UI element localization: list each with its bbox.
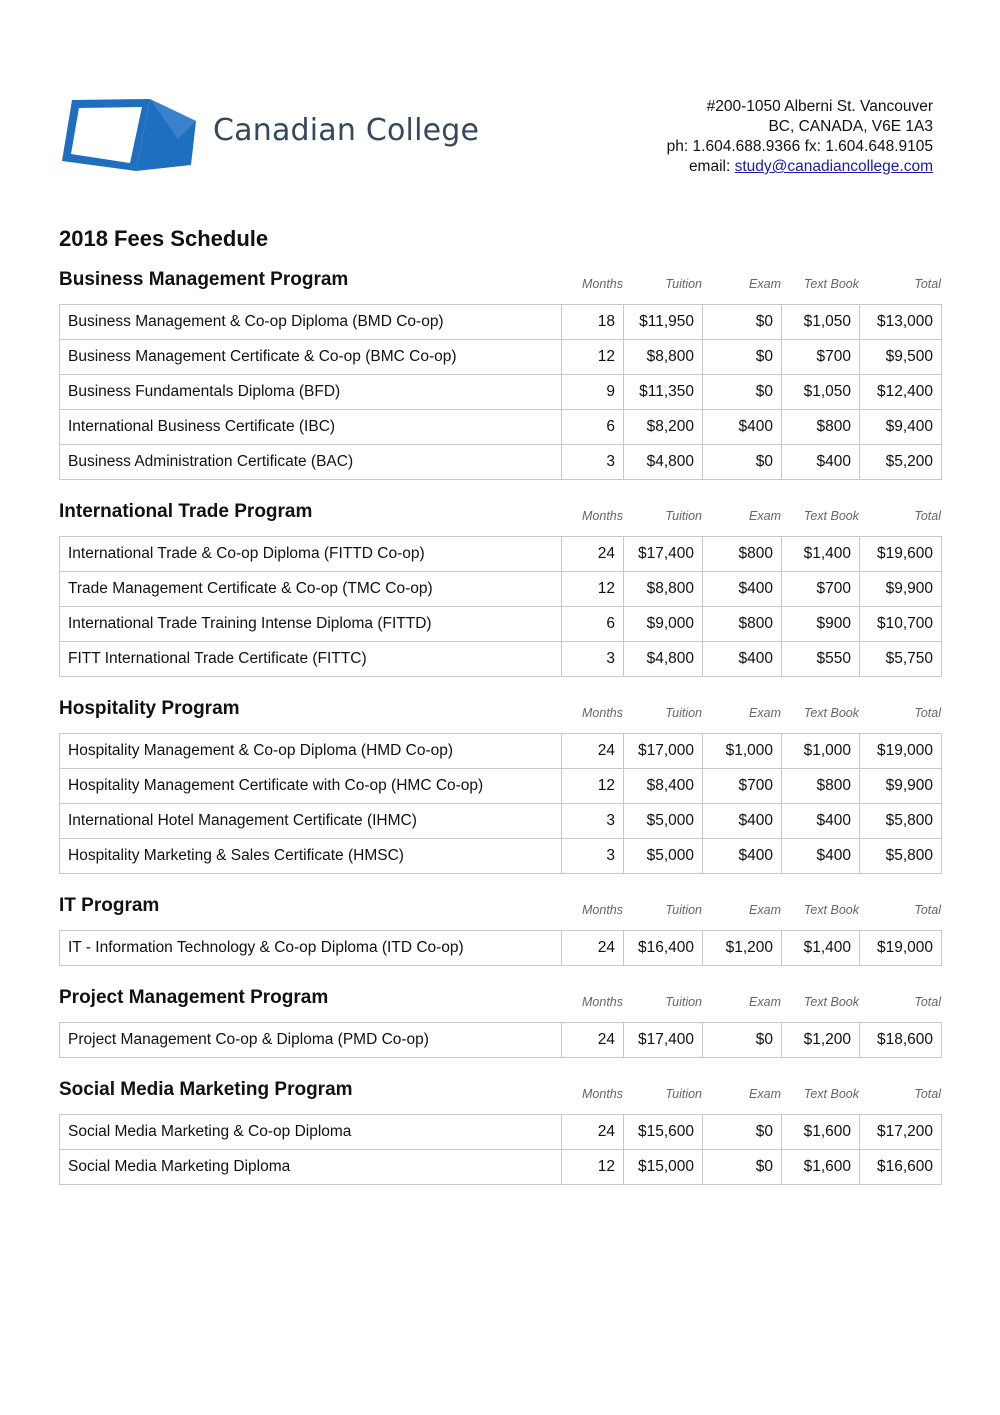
column-label-tuition: Tuition — [665, 1087, 702, 1101]
months-cell: 3 — [562, 839, 624, 874]
section-header — [59, 892, 941, 930]
text-book-cell: $1,400 — [782, 931, 860, 966]
total-cell: $9,900 — [860, 769, 942, 804]
tuition-cell: $15,000 — [624, 1150, 703, 1185]
program-section — [59, 892, 941, 984]
program-name-cell: Business Management & Co-op Diploma (BMD Co-op) — [60, 305, 562, 340]
program-name-cell: Business Administration Certificate (BAC) — [60, 445, 562, 480]
exam-cell: $0 — [703, 340, 782, 375]
section-title: Social Media Marketing Program — [59, 1079, 353, 1100]
total-cell: $9,900 — [860, 572, 942, 607]
tuition-cell: $8,400 — [624, 769, 703, 804]
exam-cell: $0 — [703, 1023, 782, 1058]
column-label-exam: Exam — [749, 277, 781, 291]
fees-table — [59, 536, 942, 677]
program-section — [59, 1076, 941, 1185]
section-title: International Trade Program — [59, 501, 313, 522]
months-cell: 24 — [562, 1023, 624, 1058]
text-book-cell: $1,600 — [782, 1150, 860, 1185]
section-header — [59, 1076, 941, 1114]
tuition-cell: $5,000 — [624, 839, 703, 874]
program-name-cell: Trade Management Certificate & Co-op (TMC Co-op) — [60, 572, 562, 607]
tuition-cell: $11,350 — [624, 375, 703, 410]
program-name-cell: International Hotel Management Certificate (IHMC) — [60, 804, 562, 839]
months-cell: 6 — [562, 410, 624, 445]
months-cell: 12 — [562, 769, 624, 804]
tuition-cell: $17,400 — [624, 537, 703, 572]
text-book-cell: $1,400 — [782, 537, 860, 572]
months-cell: 3 — [562, 804, 624, 839]
program-name-cell: Social Media Marketing Diploma — [60, 1150, 562, 1185]
months-cell: 3 — [562, 445, 624, 480]
months-cell: 12 — [562, 572, 624, 607]
table-row — [60, 1150, 942, 1185]
total-cell: $5,800 — [860, 804, 942, 839]
program-name-cell: Business Fundamentals Diploma (BFD) — [60, 375, 562, 410]
table-row — [60, 1023, 942, 1058]
column-label-total: Total — [914, 509, 941, 523]
months-cell: 6 — [562, 607, 624, 642]
section-header — [59, 266, 941, 304]
tuition-cell: $8,800 — [624, 340, 703, 375]
total-cell: $5,750 — [860, 642, 942, 677]
program-section — [59, 984, 941, 1076]
table-row — [60, 734, 942, 769]
text-book-cell: $400 — [782, 804, 860, 839]
exam-cell: $800 — [703, 537, 782, 572]
fees-table — [59, 1022, 942, 1058]
total-cell: $17,200 — [860, 1115, 942, 1150]
column-label-tuition: Tuition — [665, 509, 702, 523]
tuition-cell: $5,000 — [624, 804, 703, 839]
column-label-total: Total — [914, 903, 941, 917]
exam-cell: $0 — [703, 1150, 782, 1185]
text-book-cell: $1,200 — [782, 1023, 860, 1058]
address-line-1: #200-1050 Alberni St. Vancouver — [706, 98, 933, 115]
email-label: email: — [688, 158, 735, 175]
address-line-2: BC, CANADA, V6E 1A3 — [768, 118, 933, 135]
column-label-total: Total — [914, 1087, 941, 1101]
fees-table — [59, 1114, 942, 1185]
contact-address-block — [667, 97, 933, 177]
total-cell: $5,800 — [860, 839, 942, 874]
text-book-cell: $700 — [782, 340, 860, 375]
column-label-months: Months — [582, 509, 623, 523]
table-row — [60, 1115, 942, 1150]
exam-cell: $400 — [703, 839, 782, 874]
college-logo — [58, 95, 478, 177]
section-title: Business Management Program — [59, 269, 349, 290]
table-row — [60, 804, 942, 839]
section-header — [59, 498, 941, 536]
text-book-cell: $900 — [782, 607, 860, 642]
column-label-exam: Exam — [749, 706, 781, 720]
text-book-cell: $800 — [782, 769, 860, 804]
column-label-months: Months — [582, 995, 623, 1009]
column-label-months: Months — [582, 277, 623, 291]
total-cell: $9,400 — [860, 410, 942, 445]
column-label-total: Total — [914, 706, 941, 720]
exam-cell: $0 — [703, 445, 782, 480]
column-label-total: Total — [914, 995, 941, 1009]
tuition-cell: $11,950 — [624, 305, 703, 340]
program-name-cell: Hospitality Management Certificate with Co-op (HMC Co-op) — [60, 769, 562, 804]
program-section — [59, 266, 941, 498]
email-link[interactable]: study@canadiancollege.com — [734, 158, 933, 175]
table-row — [60, 410, 942, 445]
column-label-text-book: Text Book — [803, 903, 859, 917]
months-cell: 24 — [562, 1115, 624, 1150]
months-cell: 3 — [562, 642, 624, 677]
column-label-months: Months — [582, 903, 623, 917]
program-name-cell: International Trade & Co-op Diploma (FITTD Co-op) — [60, 537, 562, 572]
column-label-text-book: Text Book — [803, 706, 859, 720]
text-book-cell: $1,600 — [782, 1115, 860, 1150]
logo-wordmark: Canadian College — [213, 113, 480, 148]
column-label-exam: Exam — [749, 995, 781, 1009]
text-book-cell: $700 — [782, 572, 860, 607]
exam-cell: $400 — [703, 572, 782, 607]
total-cell: $19,000 — [860, 734, 942, 769]
months-cell: 9 — [562, 375, 624, 410]
table-row — [60, 769, 942, 804]
months-cell: 12 — [562, 340, 624, 375]
page-title: 2018 Fees Schedule — [59, 226, 269, 251]
program-name-cell: International Business Certificate (IBC) — [60, 410, 562, 445]
section-title: Project Management Program — [59, 987, 329, 1008]
table-row — [60, 572, 942, 607]
months-cell: 24 — [562, 931, 624, 966]
fees-table — [59, 733, 942, 874]
program-name-cell: Hospitality Management & Co-op Diploma (HMD Co-op) — [60, 734, 562, 769]
tuition-cell: $4,800 — [624, 642, 703, 677]
total-cell: $5,200 — [860, 445, 942, 480]
tuition-cell: $16,400 — [624, 931, 703, 966]
program-name-cell: Business Management Certificate & Co-op (BMC Co-op) — [60, 340, 562, 375]
text-book-cell: $1,050 — [782, 375, 860, 410]
column-label-text-book: Text Book — [803, 995, 859, 1009]
table-row — [60, 445, 942, 480]
column-label-exam: Exam — [749, 1087, 781, 1101]
column-label-tuition: Tuition — [665, 277, 702, 291]
column-label-text-book: Text Book — [803, 509, 859, 523]
program-name-cell: FITT International Trade Certificate (FITTC) — [60, 642, 562, 677]
total-cell: $18,600 — [860, 1023, 942, 1058]
table-row — [60, 931, 942, 966]
table-row — [60, 537, 942, 572]
total-cell: $12,400 — [860, 375, 942, 410]
total-cell: $9,500 — [860, 340, 942, 375]
exam-cell: $0 — [703, 375, 782, 410]
phone-fax-line: ph: 1.604.688.9366 fx: 1.604.648.9105 — [666, 138, 933, 155]
program-name-cell: IT - Information Technology & Co-op Diploma (ITD Co-op) — [60, 931, 562, 966]
tuition-cell: $8,200 — [624, 410, 703, 445]
column-label-tuition: Tuition — [665, 903, 702, 917]
text-book-cell: $400 — [782, 839, 860, 874]
fees-table — [59, 930, 942, 966]
tuition-cell: $9,000 — [624, 607, 703, 642]
exam-cell: $400 — [703, 642, 782, 677]
tuition-cell: $8,800 — [624, 572, 703, 607]
exam-cell: $0 — [703, 305, 782, 340]
total-cell: $13,000 — [860, 305, 942, 340]
fees-table — [59, 304, 942, 480]
tuition-cell: $15,600 — [624, 1115, 703, 1150]
section-title: IT Program — [59, 895, 160, 916]
email-line — [667, 157, 933, 177]
table-row — [60, 305, 942, 340]
text-book-cell: $1,000 — [782, 734, 860, 769]
column-label-tuition: Tuition — [665, 995, 702, 1009]
exam-cell: $700 — [703, 769, 782, 804]
program-name-cell: Social Media Marketing & Co-op Diploma — [60, 1115, 562, 1150]
column-label-months: Months — [582, 706, 623, 720]
months-cell: 18 — [562, 305, 624, 340]
column-label-exam: Exam — [749, 509, 781, 523]
total-cell: $16,600 — [860, 1150, 942, 1185]
months-cell: 24 — [562, 734, 624, 769]
text-book-cell: $800 — [782, 410, 860, 445]
text-book-cell: $400 — [782, 445, 860, 480]
section-title: Hospitality Program — [59, 698, 240, 719]
section-header — [59, 695, 941, 733]
column-label-exam: Exam — [749, 903, 781, 917]
column-label-tuition: Tuition — [665, 706, 702, 720]
table-row — [60, 839, 942, 874]
exam-cell: $1,000 — [703, 734, 782, 769]
table-row — [60, 642, 942, 677]
column-label-text-book: Text Book — [803, 1087, 859, 1101]
exam-cell: $800 — [703, 607, 782, 642]
column-label-months: Months — [582, 1087, 623, 1101]
table-row — [60, 340, 942, 375]
open-book-logo-icon — [58, 95, 208, 177]
total-cell: $19,000 — [860, 931, 942, 966]
program-name-cell: Hospitality Marketing & Sales Certificate (HMSC) — [60, 839, 562, 874]
section-header — [59, 984, 941, 1022]
tuition-cell: $17,400 — [624, 1023, 703, 1058]
exam-cell: $0 — [703, 1115, 782, 1150]
program-name-cell: Project Management Co-op & Diploma (PMD Co-op) — [60, 1023, 562, 1058]
total-cell: $10,700 — [860, 607, 942, 642]
months-cell: 24 — [562, 537, 624, 572]
table-row — [60, 607, 942, 642]
exam-cell: $400 — [703, 804, 782, 839]
tuition-cell: $4,800 — [624, 445, 703, 480]
exam-cell: $400 — [703, 410, 782, 445]
months-cell: 12 — [562, 1150, 624, 1185]
program-section — [59, 498, 941, 695]
fee-sections — [59, 266, 941, 1185]
exam-cell: $1,200 — [703, 931, 782, 966]
program-section — [59, 695, 941, 892]
text-book-cell: $550 — [782, 642, 860, 677]
tuition-cell: $17,000 — [624, 734, 703, 769]
program-name-cell: International Trade Training Intense Diploma (FITTD) — [60, 607, 562, 642]
column-label-total: Total — [914, 277, 941, 291]
table-row — [60, 375, 942, 410]
column-label-text-book: Text Book — [803, 277, 859, 291]
total-cell: $19,600 — [860, 537, 942, 572]
text-book-cell: $1,050 — [782, 305, 860, 340]
